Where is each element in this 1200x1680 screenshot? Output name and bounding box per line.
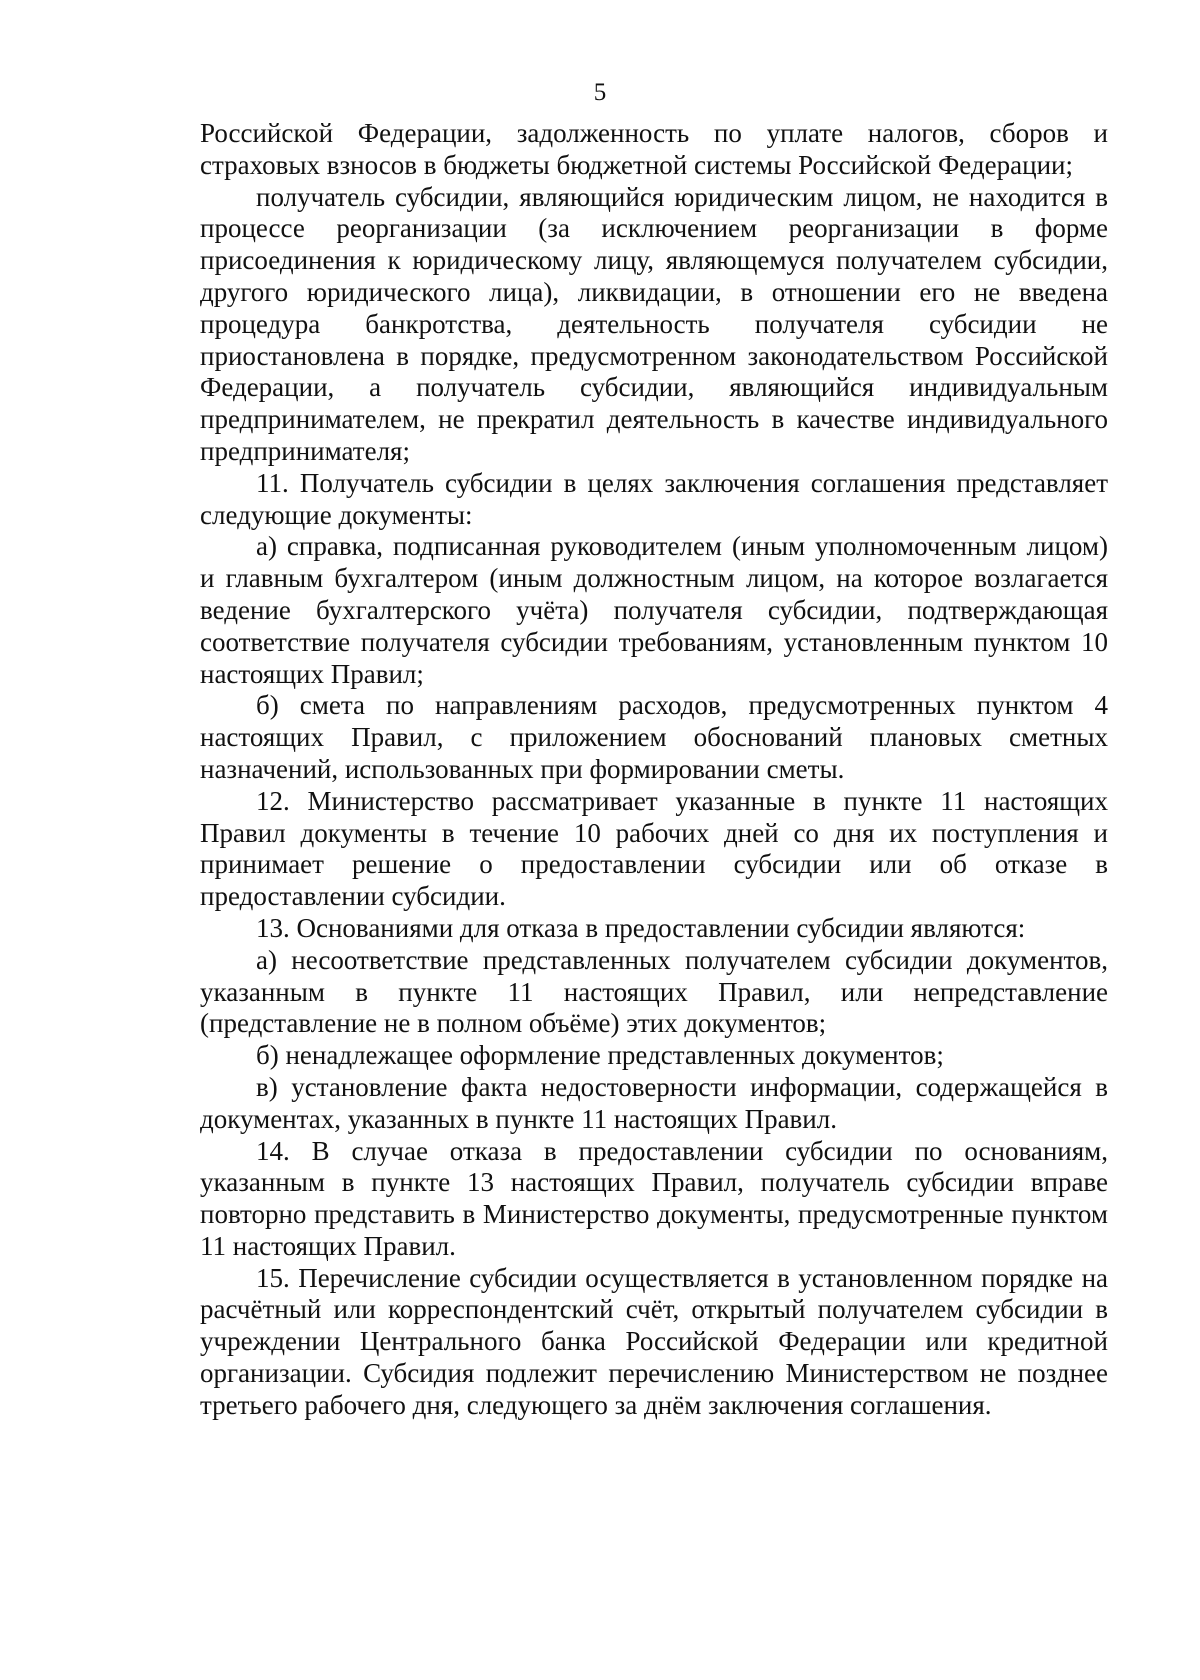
paragraph-item-11: 11. Получатель субсидии в целях заключения соглашения представляет следующие документы: bbox=[200, 467, 1108, 530]
paragraph-item-11-b: б) смета по направлениям расходов, предусмотренных пунктом 4 настоящих Правил, с приложением обоснований плановых сметных назначений, использованных при формировании сметы. bbox=[200, 690, 1108, 784]
paragraph-item-12: 12. Министерство рассматривает указанные в пункте 11 настоящих Правил документы в течение 10 рабочих дней со дня их поступления и принимает решение о предоставлении субсидии или об отказе в предоставлении субсидии. bbox=[200, 785, 1108, 912]
paragraph-item-13-b: б) ненадлежащее оформление представленных документов; bbox=[256, 1040, 944, 1071]
paragraph-item-13-a: а) несоответствие представленных получателем субсидии документов, указанным в пункте 11 настоящих Правил, или непредставление (представление не в полном объёме) этих документов; bbox=[200, 944, 1108, 1039]
paragraph-item-15: 15. Перечисление субсидии осуществляется в установленном порядке на расчётный или корреспондентский счёт, открытый получателем субсидии в учреждении Центрального банка Российской Федерации или кредитной организации. Субсидия подлежит перечислению Министерством не позднее третьего рабочего дня, следующего за днём заключения соглашения. bbox=[200, 1262, 1108, 1420]
paragraph-recipient-status: получатель субсидии, являющийся юридическим лицом, не находится в процессе реорганизации (за исключением реорганизации в форме присоединения к юридическому лицу, являющемуся получателем субсидии, другого юридического лица), ликвидации, в отношении его не введена процедура банкротства, деятельность получателя субсидии не приостановлена в порядке, предусмотренном законодательством Российской Федерации, а получатель субсидии, являющийся индивидуальным предпринимателем, не прекратил деятельность в качестве индивидуального предпринимателя; bbox=[200, 181, 1108, 466]
paragraph-item-14: 14. В случае отказа в предоставлении субсидии по основаниям, указанным в пункте 13 настоящих Правил, получатель субсидии вправе повторно представить в Министерство документы, предусмотренные пунктом 11 настоящих Правил. bbox=[200, 1135, 1108, 1261]
paragraph-item-13: 13. Основаниями для отказа в предоставлении субсидии являются: bbox=[256, 912, 1026, 943]
page-number: 5 bbox=[593, 79, 607, 106]
paragraph-item-13-c: в) установление факта недостоверности информации, содержащейся в документах, указанных в пункте 11 настоящих Правил. bbox=[200, 1071, 1108, 1134]
paragraph-item-11-a: а) справка, подписанная руководителем (иным уполномоченным лицом) и главным бухгалтером (иным должностным лицом, на которое возлагается ведение бухгалтерского учёта) получателя субсидии, подтверждающая соответствие получателя субсидии требованиям, установленным пунктом 10 настоящих Правил; bbox=[200, 531, 1108, 689]
paragraph-continuation: Российской Федерации, задолженность по уплате налогов, сборов и страховых взносов в бюджеты бюджетной системы Российской Федерации; bbox=[200, 118, 1108, 180]
document-body bbox=[200, 118, 1108, 1422]
